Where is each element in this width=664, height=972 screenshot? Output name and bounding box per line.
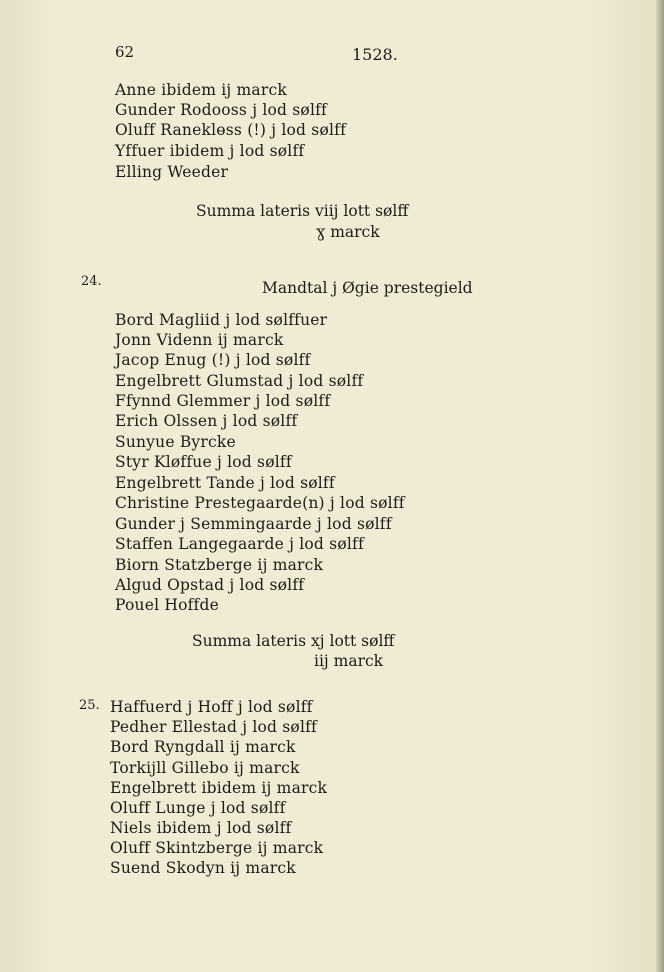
entry-line: Niels ibidem j lod sølff: [110, 819, 292, 837]
entry-line: Oluff Lunge j lod sølff: [110, 799, 286, 817]
entry-line: Jacop Enug (!) j lod sølff: [115, 351, 311, 369]
entry-line: Haffuerd j Hoff j lod sølff: [110, 698, 313, 716]
entry-line: Biorn Statzberge ij marck: [115, 556, 324, 574]
entry-line: Bord Magliid j lod sølffuer: [115, 311, 328, 329]
entry-line: Gunder j Semmingaarde j lod sølff: [115, 515, 392, 533]
entry-line: Yffuer ibidem j lod sølff: [115, 142, 305, 160]
entry-line: Staffen Langegaarde j lod sølff: [115, 535, 364, 553]
entry-line: Oluff Raneklөss (!) j lod sølff: [115, 121, 347, 139]
entry-line: Bord Ryngdall ij marck: [110, 738, 296, 756]
page-year-header: 1528.: [352, 45, 398, 64]
summa-line: Summa lateris viij lott sølff: [196, 202, 409, 220]
entry-line: Pouel Hoffde: [115, 596, 219, 614]
entry-line: Engelbrett ibidem ij marck: [110, 779, 328, 797]
section-number: 25.: [79, 698, 100, 713]
entry-line: Ffynnd Glemmer j lod sølff: [115, 392, 331, 410]
entry-line: Engelbrett Tande j lod sølff: [115, 474, 335, 492]
entry-line: Sunyue Byrcke: [115, 433, 236, 451]
entry-line: Gunder Rodooss j lod sølff: [115, 101, 327, 119]
section-number: 24.: [81, 274, 102, 289]
entry-line: Torkijll Gillebo ij marck: [110, 759, 300, 777]
summa-line: Summa lateris xj lott sølff: [192, 632, 395, 650]
entry-line: Christine Prestegaarde(n) j lod sølff: [115, 494, 405, 512]
entry-line: Suend Skodyn ij marck: [110, 859, 296, 877]
entry-line: Anne ibidem ij marck: [115, 81, 287, 99]
section-title: Mandtal j Øgie prestegield: [262, 279, 473, 297]
page-edge: [656, 0, 664, 972]
entry-line: Elling Weeder: [115, 163, 229, 181]
page-number: 62: [115, 43, 135, 61]
summa-amount: ɣ marck: [316, 223, 380, 241]
entry-line: Erich Olssen j lod sølff: [115, 412, 298, 430]
entry-line: Engelbrett Glumstad j lod sølff: [115, 372, 364, 390]
entry-line: Oluff Skintzberge ij marck: [110, 839, 324, 857]
entry-line: Styr Kløffue j lod sølff: [115, 453, 292, 471]
summa-amount: iij marck: [314, 652, 384, 670]
entry-line: Jonn Videnn ij marck: [115, 331, 284, 349]
entry-line: Algud Opstad j lod sølff: [115, 576, 305, 594]
entry-line: Pedher Ellestad j lod sølff: [110, 718, 317, 736]
